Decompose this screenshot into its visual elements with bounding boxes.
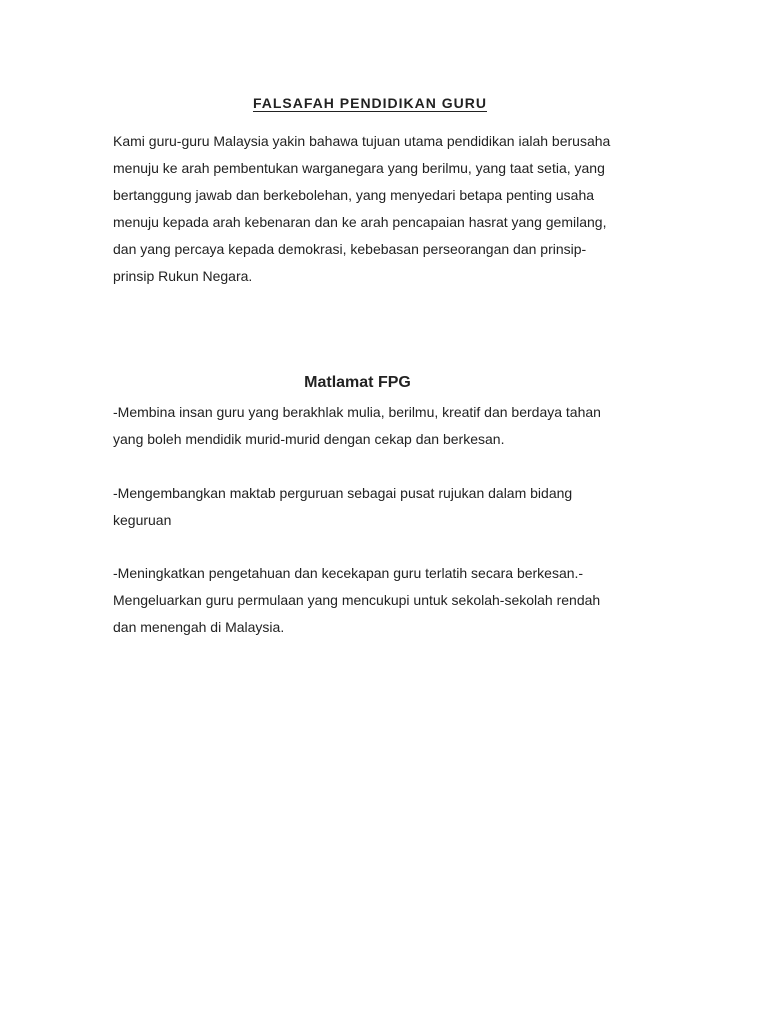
intro-line: Kami guru-guru Malaysia yakin bahawa tujuan utama pendidikan ialah berusaha bbox=[113, 133, 611, 149]
aim-paragraph-3 bbox=[113, 560, 600, 641]
intro-line: prinsip Rukun Negara. bbox=[113, 268, 253, 284]
aim-line: -Meningkatkan pengetahuan dan kecekapan guru terlatih secara berkesan.- bbox=[113, 565, 584, 581]
intro-line: dan yang percaya kepada demokrasi, kebebasan perseorangan dan prinsip- bbox=[113, 241, 587, 257]
aim-line: -Membina insan guru yang berakhlak mulia, berilmu, kreatif dan berdaya tahan bbox=[113, 404, 601, 420]
aim-line: Mengeluarkan guru permulaan yang mencukupi untuk sekolah-sekolah rendah bbox=[113, 592, 601, 608]
aim-paragraph-1 bbox=[113, 399, 601, 453]
aim-line: dan menengah di Malaysia. bbox=[113, 619, 285, 635]
intro-line: menuju ke arah pembentukan warganegara yang berilmu, yang taat setia, yang bbox=[113, 160, 605, 176]
aim-line: yang boleh mendidik murid-murid dengan cekap dan berkesan. bbox=[113, 431, 505, 447]
document-title: FALSAFAH PENDIDIKAN GURU bbox=[252, 95, 487, 111]
aim-line: -Mengembangkan maktab perguruan sebagai pusat rujukan dalam bidang bbox=[113, 485, 573, 501]
intro-line: bertanggung jawab dan berkebolehan, yang menyedari betapa penting usaha bbox=[113, 187, 595, 203]
section-heading: Matlamat FPG bbox=[304, 374, 411, 391]
intro-line: menuju kepada arah kebenaran dan ke arah pencapaian hasrat yang gemilang, bbox=[113, 214, 607, 230]
aim-paragraph-2 bbox=[113, 480, 572, 534]
intro-paragraph bbox=[113, 128, 610, 290]
aim-line: keguruan bbox=[113, 512, 172, 528]
